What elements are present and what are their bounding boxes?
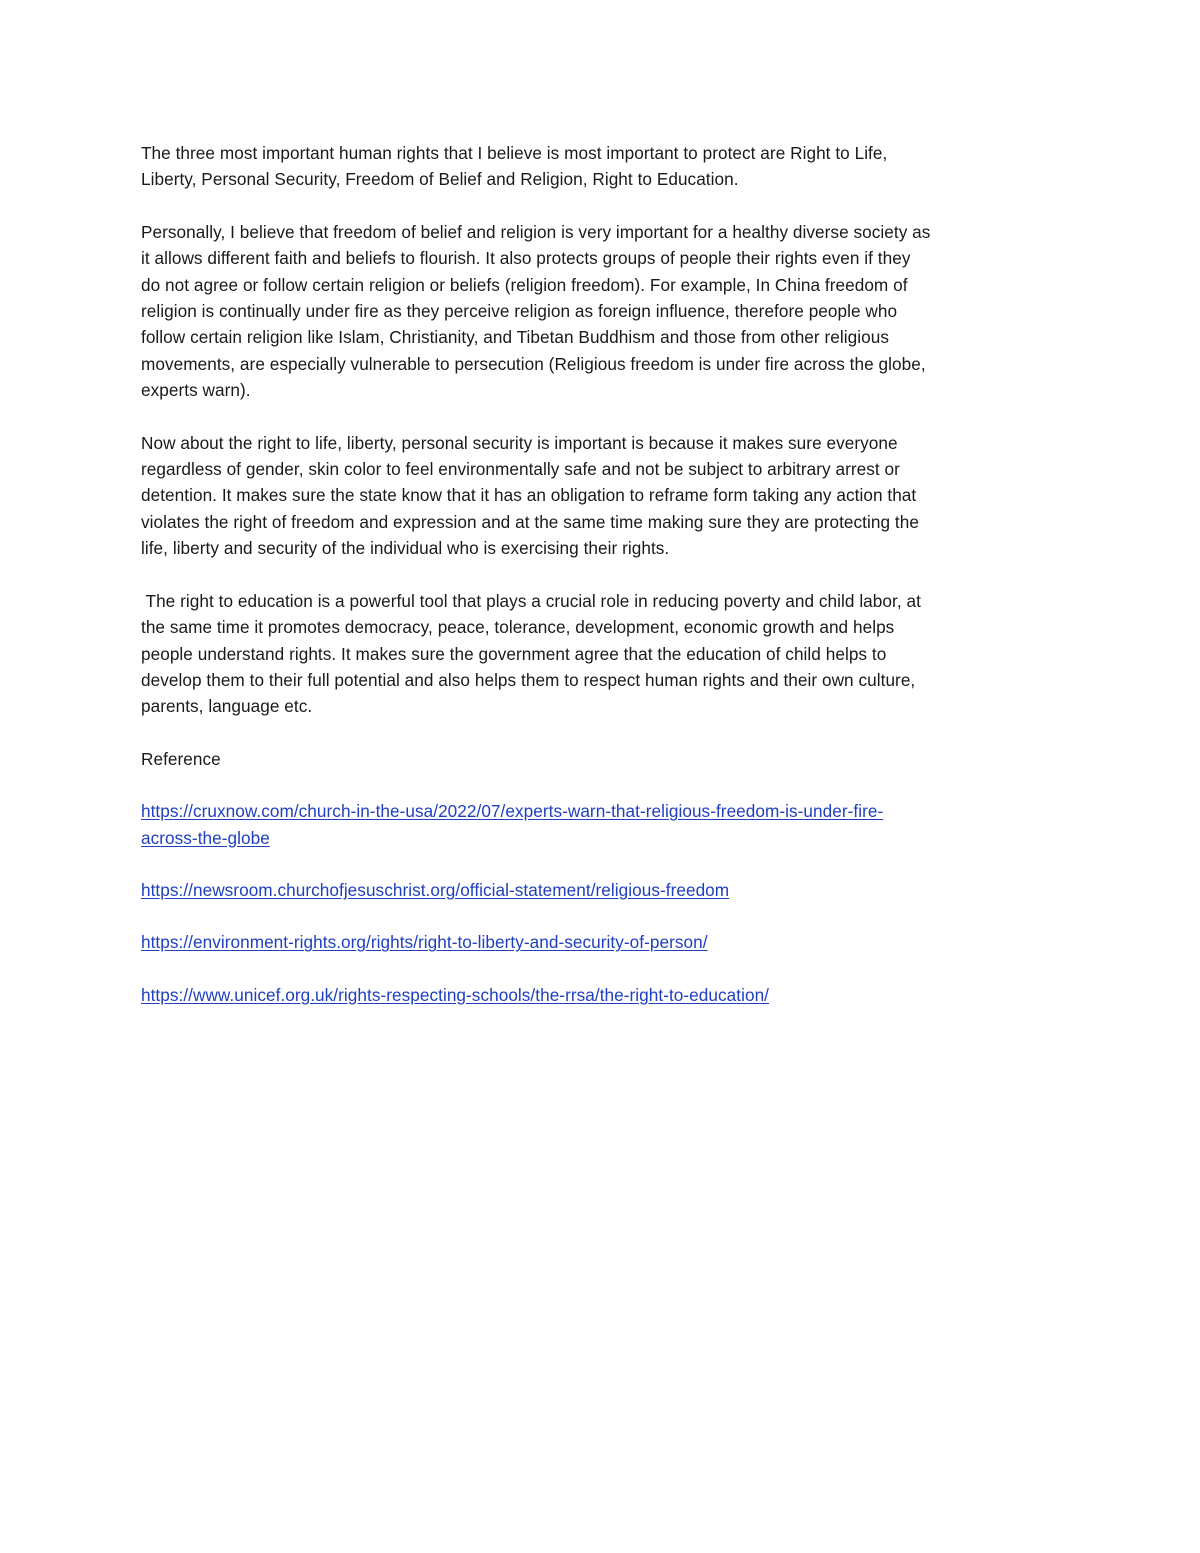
paragraph-intro (141, 140, 1061, 193)
text-line: experts warn). (141, 380, 251, 401)
text-line: it allows different faith and beliefs to flourish. It also protects groups of people their rights even if they (141, 248, 911, 269)
reference-link-environment-rights[interactable] (141, 929, 1061, 955)
text-line: religion is continually under fire as they perceive religion as foreign influence, therefore people who (141, 301, 898, 322)
text-line: detention. It makes sure the state know that it has an obligation to reframe form taking any action that (141, 485, 917, 506)
reference-link-cruxnow[interactable] (141, 798, 1061, 851)
text-line: follow certain religion like Islam, Christianity, and Tibetan Buddhism and those from other religious (141, 327, 889, 348)
text-line: parents, language etc. (141, 696, 313, 717)
paragraph-right-to-education (141, 588, 1061, 720)
text-line: life, liberty and security of the individual who is exercising their rights. (141, 538, 670, 559)
link-line[interactable]: https://www.unicef.org.uk/rights-respecting-schools/the-rrsa/the-right-to-education/ (141, 984, 770, 1005)
text-line: The three most important human rights that I believe is most important to protect are Right to Life, (141, 143, 888, 163)
reference-item (141, 982, 1061, 1008)
text-line: violates the right of freedom and expression and at the same time making sure they are protecting the (141, 511, 919, 532)
link-line[interactable]: across-the-globe (141, 827, 270, 848)
reference-link-unicef[interactable] (141, 982, 1061, 1008)
text-line: The right to education is a powerful tool that plays a crucial role in reducing poverty and child labor, at (141, 590, 921, 611)
text-line: regardless of gender, skin color to feel environmentally safe and not be subject to arbitrary arrest or (141, 459, 900, 480)
text-line: Personally, I believe that freedom of belief and religion is very important for a healthy diverse society as (141, 221, 931, 242)
reference-item (141, 877, 1061, 903)
link-line[interactable]: https://cruxnow.com/church-in-the-usa/2022/07/experts-warn-that-religious-freedom-is-under-fire- (141, 801, 884, 822)
reference-link-newsroom[interactable] (141, 877, 1061, 903)
document-body (141, 140, 1061, 1034)
text-line: develop them to their full potential and also helps them to respect human rights and their own culture, (141, 669, 916, 690)
paragraph-freedom-of-belief (141, 219, 1061, 404)
text-line: people understand rights. It makes sure the government agree that the education of child helps to (141, 643, 887, 664)
paragraph-right-to-life (141, 430, 1061, 562)
text-line: Liberty, Personal Security, Freedom of Belief and Religion, Right to Education. (141, 169, 739, 190)
link-line[interactable]: https://environment-rights.org/rights/right-to-liberty-and-security-of-person/ (141, 932, 708, 953)
text-line: Now about the right to life, liberty, personal security is important is because it makes sure everyone (141, 432, 898, 453)
reference-item (141, 929, 1061, 955)
link-line[interactable]: https://newsroom.churchofjesuschrist.org/official-statement/religious-freedom (141, 879, 730, 900)
text-line: movements, are especially vulnerable to persecution (Religious freedom is under fire across the globe, (141, 353, 926, 374)
reference-item (141, 798, 1061, 851)
text-line: do not agree or follow certain religion or beliefs (religion freedom). For example, In China freedom of (141, 274, 908, 295)
reference-heading: Reference (141, 748, 221, 769)
text-line: the same time it promotes democracy, peace, tolerance, development, economic growth and helps (141, 617, 895, 638)
